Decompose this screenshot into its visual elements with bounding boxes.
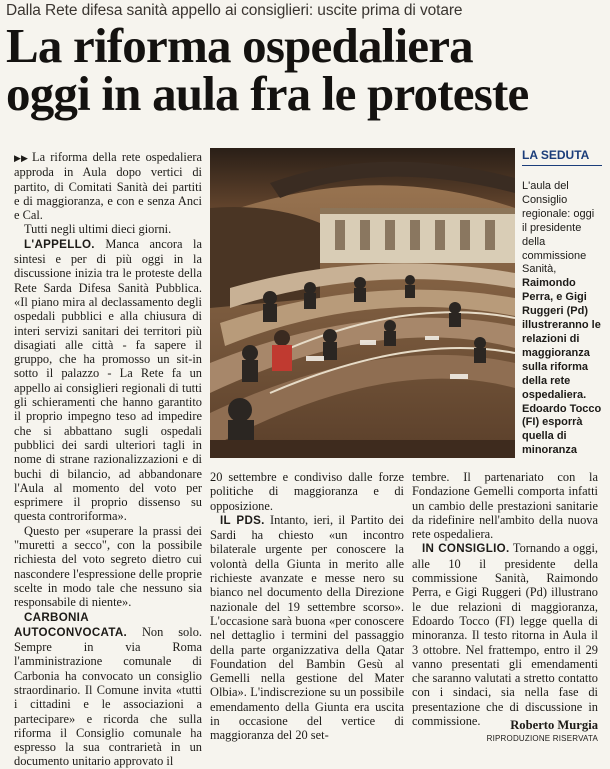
section-pds: IL PDS. Intanto, ieri, il Partito dei Sardi ha chiesto «un incontro bilaterale urgente per conoscere la volontà della Giunta in merito alle richieste avanzate e messe nero su bianco nel documento della Direzione nazionale del 19 settembre scorso». L'occasione sarà buona «per conoscere nel dettaglio i termini del passaggio della parte organizzativa della Qatar Foundation del Bambin Gesù al Gemelli nella gestione del Mater Olbia». L'indiscrezione su un possibile emendamento della Giunta era uscita in occasione del vertice di maggioranza del 20 set- (210, 512, 404, 743)
headline-line-2: oggi in aula fra le proteste (6, 66, 529, 121)
text-column-1 (14, 150, 202, 769)
lead-paragraph: ▶▶ La riforma della rete ospedaliera approda in Aula dopo vertici di partito, di Comitati Sanità dei partiti e di maggioranza, e con e senza Anci e Cal. (14, 150, 202, 223)
article-author: Roberto Murgia (510, 718, 598, 732)
text-column-3 (412, 470, 598, 728)
subhead-carbonia: CARBONIA AUTOCONVOCATA. (14, 610, 128, 639)
photo-caption: L'aula del Consiglio regionale: oggi il presidente della commissione Sanità, Raimondo Perra, e Gigi Ruggeri (Pd) illustreranno le relazioni di maggioranza sulla riforma della rete ospedaliera. Edoardo Tocco (FI) esporrà quella di minoranza (522, 180, 602, 457)
column-3-continuation: tembre. Il partenariato con la Fondazione Gemelli comporta infatti un cambio delle prestazioni sanitarie da ridefinire nell'ambito della nuova rete ospedaliera. (412, 470, 598, 542)
section-in-consiglio: IN CONSIGLIO. Tornando a oggi, alle 10 il presidente della commissione Sanità, Raimondo Perra, e Gigi Ruggeri (Pd) illustrano le due relazioni di maggioranza, Edoardo Tocco (FI) legge quella di minoranza. Il testo ritorna in Aula il 3 ottobre. Nel frattempo, entro il 29 vanno presentati gli emendamenti che saranno valutati a stretto contatto con i sindaci, sia nella fase di presentazione che di discussione in commissione. (412, 541, 598, 729)
headline-line-1: La riforma ospedaliera (6, 18, 473, 73)
subhead-appello: L'APPELLO. (24, 237, 95, 251)
subhead-in-consiglio: IN CONSIGLIO. (422, 542, 510, 556)
bullet-arrows-icon: ▶▶ (14, 153, 28, 163)
sidebar-la-seduta (522, 148, 602, 458)
column-2-continuation: 20 settembre e condiviso dalle forze politiche di maggioranza e di opposizione. (210, 470, 404, 513)
sidebar-title: LA SEDUTA (522, 148, 602, 166)
lead-paragraph-2: Tutti negli ultimi dieci giorni. (24, 222, 172, 237)
reproduction-notice: RIPRODUZIONE RISERVATA (486, 734, 598, 743)
article-kicker: Dalla Rete difesa sanità appello ai consiglieri: uscite prima di votare (6, 2, 463, 19)
council-chamber-illustration (210, 148, 515, 458)
section-appello-p2: Questo per «superare la prassi dei "muretti a secco", con la possibile richiesta del voto segreto dietro cui nascondere l'espressione delle proprie scelte in modo tale che nessuno sia responsabile di niente». (14, 523, 202, 610)
council-chamber-photo (210, 148, 515, 458)
article-headline (6, 18, 606, 121)
subhead-pds: IL PDS. (220, 513, 265, 527)
section-carbonia: CARBONIA AUTOCONVOCATA. Non solo. Sempre in via Roma l'amministrazione comunale di Carbonia ha convocato un consiglio straordinario. Il Comune invita «tutti i cittadini e le associazioni a partecipare» e ricorda che sulla riforma il Consiglio comunale ha espresso la sua contrarietà in un documento unitario approvato il (14, 610, 202, 769)
section-appello: L'APPELLO. Manca ancora la sintesi e per di più oggi in la discussione inizia tra le proteste della Rete Sarda Difesa Sanità Pubblica. «Il piano mira al declassamento degli ospedali pubblici e alla chiusura di interi servizi sanitari dei territori più disagiati alle città - fa sapere il gruppo, che ha promosso un sit-in sotto il palazzo - La Rete fa un appello ai consiglieri regionali di tutti gli schieramenti che hanno garantito il proprio impegno teso ad impedire che si abbattano sugli ospedali pubblici dei sardi ulteriori tagli in nome di strane razionalizzazioni e di buchi di bilancio, ad abbandonare l'Aula al momento del voto per esprimere il proprio dissenso su questa controriforma». (14, 236, 202, 524)
text-column-2 (210, 470, 404, 743)
